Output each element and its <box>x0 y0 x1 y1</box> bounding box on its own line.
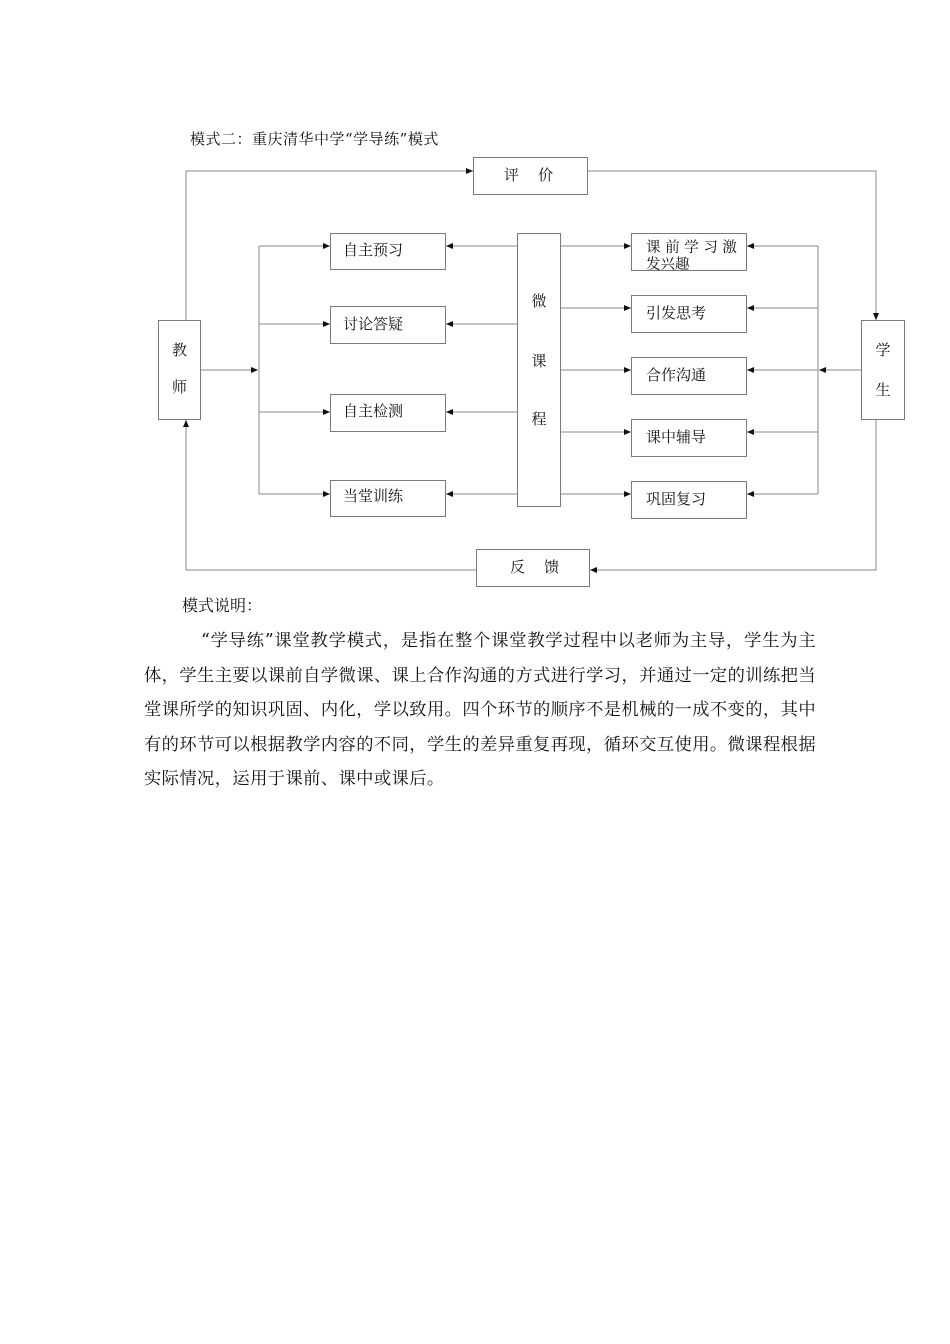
student-step-label: 巩固复习 <box>646 490 707 508</box>
student-label-1: 学 <box>875 341 891 359</box>
teacher-step-4 <box>330 480 446 517</box>
student-step-label: 合作沟通 <box>646 366 707 384</box>
student-step-5 <box>631 481 747 519</box>
teacher-step-2 <box>330 306 446 344</box>
teacher-step-1 <box>330 233 446 270</box>
evaluation-box <box>473 157 588 195</box>
student-step-label: 引发思考 <box>646 304 707 322</box>
explanation-paragraph: “学导练”课堂教学模式，是指在整个课堂教学过程中以老师为主导，学生为主体，学生主要以课前自学微课、课上合作沟通的方式进行学习，并通过一定的训练把当堂课所学的知识巩固、内化，学以致用。四个环节的顺序不是机械的一成不变的，其中有的环节可以根据教学内容的不同，学生的差异重复再现，循环交互使用。微课程根据实际情况，运用于课前、课中或课后。 <box>144 631 816 790</box>
micro-course-label-1: 微 <box>531 292 547 310</box>
teacher-step-label: 自主检测 <box>343 402 404 420</box>
explanation-heading: 模式说明： <box>182 596 263 615</box>
student-step-label: 课 前 学 习 激 发兴趣 <box>646 240 737 273</box>
teacher-step-label: 当堂训练 <box>343 487 404 505</box>
teacher-label-2: 师 <box>171 378 187 396</box>
teacher-step-label: 自主预习 <box>343 241 404 259</box>
flow-connectors <box>0 0 950 600</box>
feedback-box <box>476 549 590 587</box>
evaluation-label: 评 价 <box>504 166 554 184</box>
student-step-3 <box>631 357 747 395</box>
student-step-label: 课中辅导 <box>646 428 707 446</box>
diagram-title: 模式二：重庆清华中学“学导练”模式 <box>190 130 439 148</box>
micro-course-box <box>517 233 561 507</box>
teacher-box <box>158 320 201 420</box>
teacher-step-label: 讨论答疑 <box>343 315 404 333</box>
student-box <box>861 320 905 420</box>
teacher-label-1: 教 <box>171 341 187 359</box>
student-label-2: 生 <box>875 381 891 399</box>
student-step-4 <box>631 419 747 457</box>
micro-course-label-3: 程 <box>531 410 547 428</box>
student-step-1 <box>631 233 747 271</box>
micro-course-label-2: 课 <box>531 352 547 370</box>
teacher-step-3 <box>330 394 446 432</box>
feedback-label: 反 馈 <box>510 558 560 576</box>
student-step-2 <box>631 295 747 333</box>
